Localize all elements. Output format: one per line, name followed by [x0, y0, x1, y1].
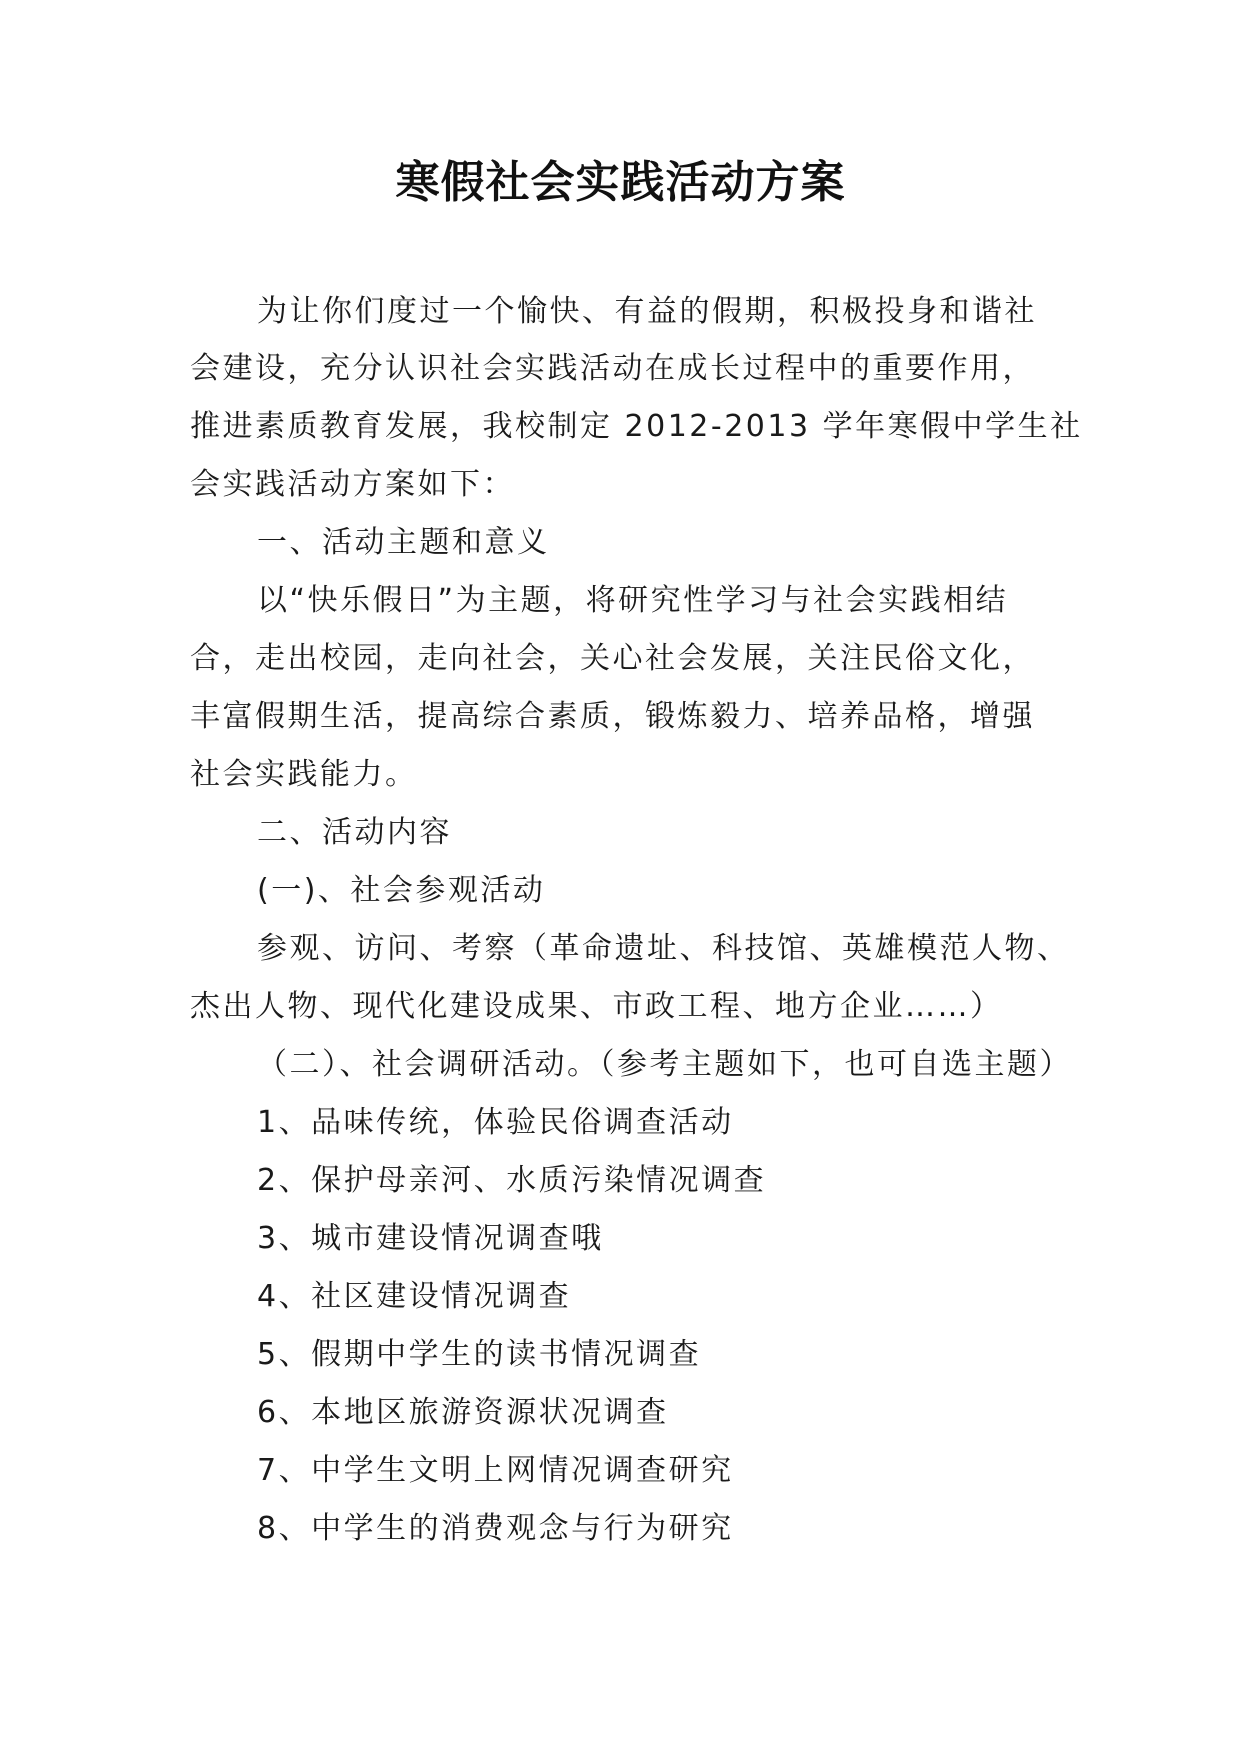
- paragraph-intro-line-4: 会实践活动方案如下：: [190, 467, 515, 502]
- paragraph-intro-line-1: 为让你们度过一个愉快、有益的假期，积极投身和谐社: [257, 294, 1037, 329]
- document-title: 寒假社会实践活动方案: [395, 157, 846, 208]
- paragraph-intro-line-3: 推进素质教育发展，我校制定 2012-2013 学年寒假中学生社: [190, 409, 1083, 444]
- list-item-2: 2、保护母亲河、水质污染情况调查: [257, 1163, 767, 1198]
- subsection-heading-1: (一)、社会参观活动: [257, 873, 546, 908]
- section-heading-2: 二、活动内容: [257, 815, 452, 850]
- paragraph-visit-line-2: 杰出人物、现代化建设成果、市政工程、地方企业……）: [190, 989, 1003, 1024]
- list-item-4: 4、社区建设情况调查: [257, 1279, 572, 1314]
- list-item-7: 7、中学生文明上网情况调查研究: [257, 1453, 734, 1488]
- section-heading-1: 一、活动主题和意义: [257, 525, 550, 560]
- paragraph-theme-line-4: 社会实践能力。: [190, 757, 418, 792]
- list-item-6: 6、本地区旅游资源状况调查: [257, 1395, 669, 1430]
- paragraph-intro-line-2: 会建设，充分认识社会实践活动在成长过程中的重要作用，: [190, 351, 1035, 386]
- paragraph-theme-line-2: 合，走出校园，走向社会，关心社会发展，关注民俗文化，: [190, 641, 1035, 676]
- paragraph-visit-line-1: 参观、访问、考察（革命遗址、科技馆、英雄模范人物、: [257, 931, 1070, 966]
- paragraph-theme-line-1: 以“快乐假日”为主题，将研究性学习与社会实践相结: [257, 583, 1009, 618]
- list-item-8: 8、中学生的消费观念与行为研究: [257, 1511, 734, 1546]
- paragraph-theme-line-3: 丰富假期生活，提高综合素质，锻炼毅力、培养品格，增强: [190, 699, 1035, 734]
- list-item-1: 1、品味传统，体验民俗调查活动: [257, 1105, 734, 1140]
- list-item-5: 5、假期中学生的读书情况调查: [257, 1337, 702, 1372]
- list-item-3: 3、城市建设情况调查哦: [257, 1221, 604, 1256]
- subsection-heading-2: （二）、社会调研活动。（参考主题如下，也可自选主题）: [257, 1047, 1072, 1082]
